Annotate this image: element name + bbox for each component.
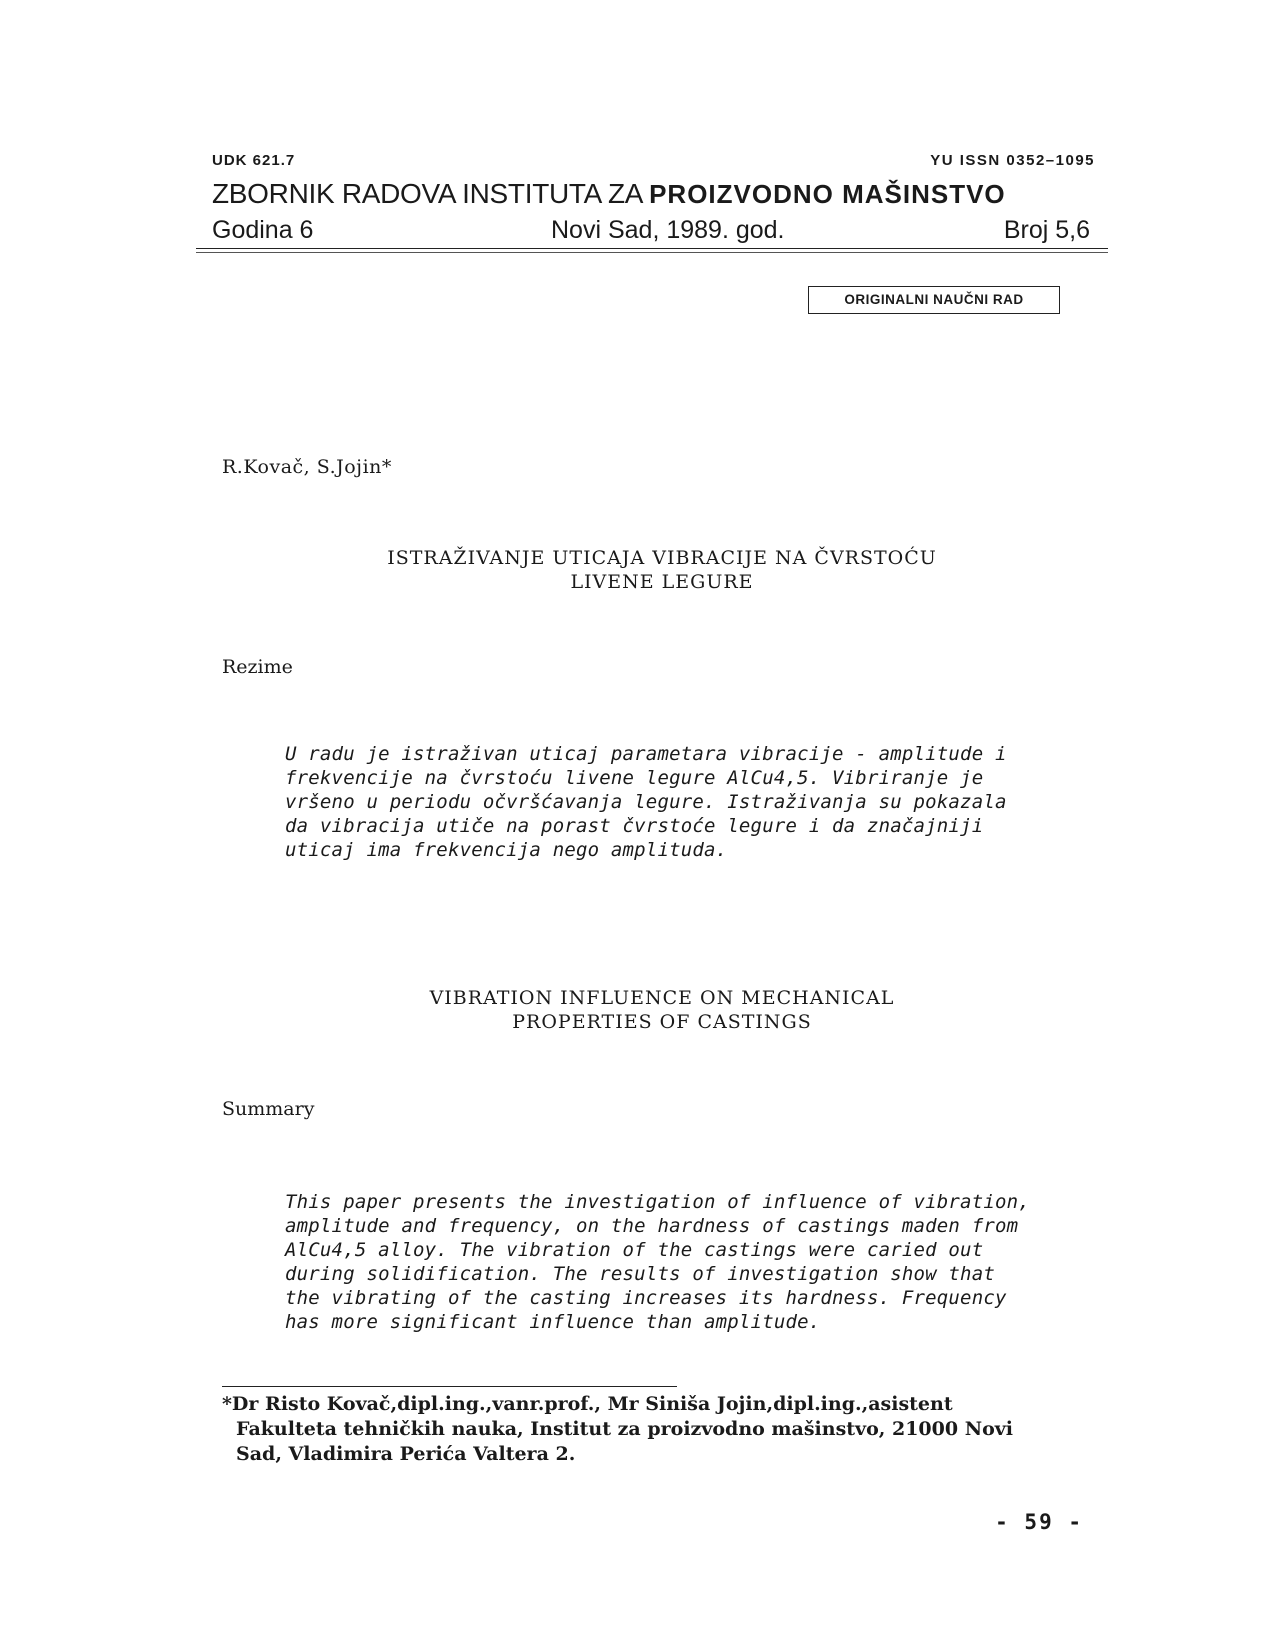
- serbian-title: [222, 546, 1102, 594]
- place-date: Novi Sad, 1989. god.: [551, 216, 785, 244]
- abstract-line: amplitude and frequency, on the hardness of castings maden from: [285, 1215, 1019, 1237]
- abstract-line: uticaj ima frekvencija nego amplituda.: [285, 839, 728, 861]
- issn-code: YU ISSN 0352–1095: [930, 152, 1095, 169]
- serbian-abstract: [285, 742, 1045, 862]
- article-type-badge: ORIGINALNI NAUČNI RAD: [808, 286, 1060, 314]
- summary-heading: Summary: [222, 1098, 315, 1120]
- issue-line: [196, 214, 1108, 249]
- english-title: [222, 986, 1102, 1034]
- footnote-divider: [222, 1386, 677, 1387]
- rezime-heading: Rezime: [222, 656, 293, 678]
- authors: R.Kovač, S.Jojin*: [222, 456, 392, 478]
- journal-title-heavy: PROIZVODNO MAŠINSTVO: [649, 179, 1006, 209]
- footnote: [222, 1392, 1092, 1467]
- abstract-line: AlCu4,5 alloy. The vibration of the castings were caried out: [285, 1239, 984, 1261]
- abstract-line: da vibracija utiče na porast čvrstoće legure i da značajniji: [285, 815, 984, 837]
- abstract-line: frekvencije na čvrstoću livene legure AlCu4,5. Vibriranje je: [285, 767, 984, 789]
- abstract-line: vršeno u periodu očvršćavanja legure. Istraživanja su pokazala: [285, 791, 1007, 813]
- footnote-line-1: *Dr Risto Kovač,dipl.ing.,vanr.prof., Mr Siniša Jojin,dipl.ing.,asistent: [222, 1393, 953, 1415]
- english-abstract: [285, 1190, 1045, 1334]
- abstract-line: the vibrating of the casting increases its hardness. Frequency: [285, 1287, 1007, 1309]
- serbian-title-line-1: ISTRAŽIVANJE UTICAJA VIBRACIJE NA ČVRSTOĆU: [387, 547, 937, 569]
- abstract-line: This paper presents the investigation of influence of vibration,: [285, 1191, 1030, 1213]
- footnote-line-2: Fakulteta tehničkih nauka, Institut za proizvodno mašinstvo, 21000 Novi: [236, 1418, 1013, 1440]
- english-title-line-2: PROPERTIES OF CASTINGS: [512, 1011, 812, 1033]
- english-title-line-1: VIBRATION INFLUENCE ON MECHANICAL: [429, 987, 895, 1009]
- issue-number: Broj 5,6: [1003, 216, 1090, 244]
- journal-title-light: ZBORNIK RADOVA INSTITUTA ZA: [212, 178, 650, 209]
- serbian-title-line-2: LIVENE LEGURE: [570, 571, 754, 593]
- page-number: - 59 -: [995, 1510, 1083, 1534]
- abstract-line: during solidification. The results of investigation show that: [285, 1263, 995, 1285]
- abstract-line: U radu je istraživan uticaj parametara vibracije - amplitude i: [285, 743, 1007, 765]
- footnote-line-3: Sad, Vladimira Perića Valtera 2.: [236, 1443, 576, 1465]
- abstract-line: has more significant influence than amplitude.: [285, 1311, 821, 1333]
- year-label: Godina 6: [212, 216, 314, 244]
- udk-code: UDK 621.7: [212, 152, 296, 169]
- header-divider: [196, 252, 1108, 253]
- journal-title: [212, 178, 1095, 210]
